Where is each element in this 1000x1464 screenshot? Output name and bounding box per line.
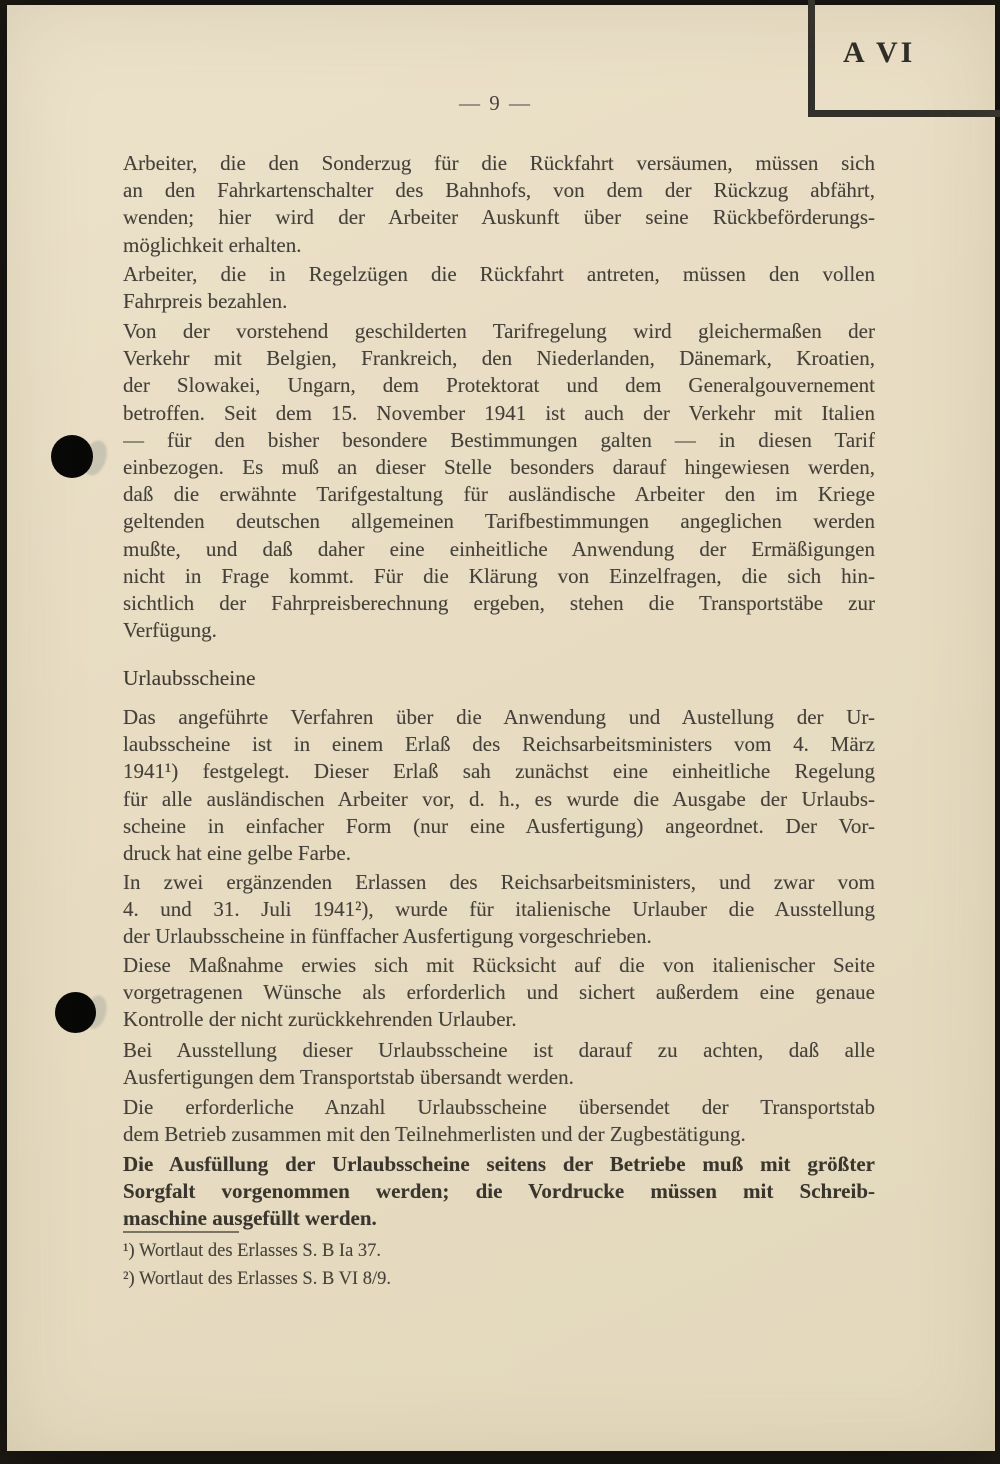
text-line: für alle ausländischen Arbeiter vor, d. h., es wurde die Ausgabe der Urlaubs- [123,786,875,811]
paragraph-sonderzug [123,150,875,259]
text-line: — für den bisher besondere Bestimmungen galten — in diesen Tarif [123,427,875,452]
text-line: Arbeiter, die den Sonderzug für die Rückfahrt versäumen, müssen sich [123,151,875,175]
scan-edge-bottom [0,1451,1000,1464]
paragraph-regelzuege [123,261,875,315]
scan-edge-top [0,0,1000,5]
text-line: Von der vorstehend geschilderten Tarifregelung wird gleichermaßen der [123,319,875,343]
text-line: In zwei ergänzenden Erlassen des Reichsarbeitsministers, und zwar vom [123,870,875,894]
text-line: Die erforderliche Anzahl Urlaubsscheine übersendet der Transportstab [123,1095,875,1119]
text-line: an den Fahrkartenschalter des Bahnhofs, von dem der Rückzug abfährt, [123,178,875,203]
text-line: vorgetragenen Wünsche als erforderlich und sichert außerdem eine genaue [123,980,875,1005]
paragraph-erlasse [123,869,875,951]
text-line: Die Ausfüllung der Urlaubsscheine seitens der Betriebe muß mit größter [123,1152,875,1176]
section-label: A VI [843,36,916,69]
text-line: dem Betrieb zusammen mit den Teilnehmerlisten und der Zugbestätigung. [123,1122,746,1147]
scan-edge-left [0,0,7,1464]
paragraph-massnahme [123,952,875,1034]
text-line: scheine in einfacher Form (nur eine Ausfertigung) angeordnet. Der Vor- [123,813,875,838]
text-line: einbezogen. Es muß an dieser Stelle besonders darauf hingewiesen werden, [123,454,875,479]
text-line: Verkehr mit Belgien, Frankreich, den Niederlanden, Dänemark, Kroatien, [123,346,875,371]
text-line: 1941¹) festgelegt. Dieser Erlaß sah zunächst eine einheitliche Regelung [123,759,875,784]
paragraph-ausfuellung-bold [123,1151,875,1233]
paragraph-anzahl [123,1094,875,1148]
text-line: der Slowakei, Ungarn, dem Protektorat und dem Generalgouvernement [123,373,875,398]
section-heading: Urlaubsscheine [123,666,256,690]
text-line: druck hat eine gelbe Farbe. [123,840,351,865]
scan-edge-right [995,0,1000,1464]
text-line: der Urlaubsscheine in fünffacher Ausfertigung vorgeschrieben. [123,924,652,949]
text-line: Diese Maßnahme erwies sich mit Rücksicht auf die von italienischer Seite [123,953,875,977]
paragraph-tarifregelung [123,318,875,644]
text-line: geltenden deutschen allgemeinen Tarifbestimmungen angeglichen werden [123,509,875,534]
text-line: nicht in Frage kommt. Für die Klärung von Einzelfragen, die sich hin- [123,563,875,588]
text-line: mußte, und daß daher eine einheitliche Anwendung der Ermäßigungen [123,536,875,561]
text-line: wenden; hier wird der Arbeiter Auskunft über seine Rückbeförderungs- [123,205,875,230]
text-line: daß die erwähnte Tarifgestaltung für ausländische Arbeiter den im Kriege [123,482,875,507]
page-number: — 9 — [459,91,532,115]
paragraph-ausstellung [123,1037,875,1091]
text-line: laubsscheine ist in einem Erlaß des Reichsarbeitsministers vom 4. März [123,732,875,757]
text-line: maschine ausgefüllt werden. [123,1206,377,1231]
hole-punch [51,435,93,478]
hole-punch [55,992,96,1033]
text-line: 4. und 31. Juli 1941²), wurde für italienische Urlauber die Ausstellung [123,897,875,922]
text-line: Sorgfalt vorgenommen werden; die Vordrucke müssen mit Schreib- [123,1179,875,1204]
text-line: betroffen. Seit dem 15. November 1941 ist auch der Verkehr mit Italien [123,400,875,425]
text-line: Das angeführte Verfahren über die Anwendung und Austellung der Ur- [123,705,875,729]
text-line: Fahrpreis bezahlen. [123,289,288,314]
footnote-1: ¹) Wortlaut des Erlasses S. B Ia 37. [123,1241,382,1261]
text-line: Ausfertigungen dem Transportstab übersandt werden. [123,1065,574,1090]
text-line: Bei Ausstellung dieser Urlaubsscheine ist darauf zu achten, daß alle [123,1038,875,1062]
text-line: möglichkeit erhalten. [123,232,302,257]
footnote-rule [123,1231,239,1233]
text-line: Kontrolle der nicht zurückkehrenden Urlauber. [123,1007,517,1032]
text-line: Arbeiter, die in Regelzügen die Rückfahrt antreten, müssen den vollen [123,262,875,286]
footnote-2: ²) Wortlaut des Erlasses S. B VI 8/9. [123,1269,392,1289]
paragraph-verfahren [123,704,875,867]
text-line: sichtlich der Fahrpreisberechnung ergeben, stehen die Transportstäbe zur [123,590,875,615]
text-line: Verfügung. [123,618,217,643]
